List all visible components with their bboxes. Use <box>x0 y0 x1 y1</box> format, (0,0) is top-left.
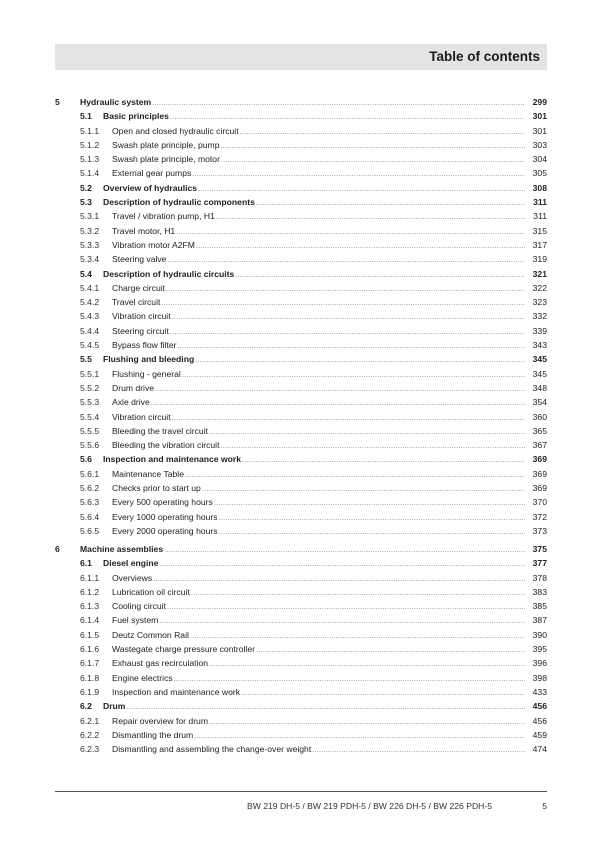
toc-page-number: 299 <box>532 97 547 107</box>
toc-page-number: 385 <box>532 601 547 612</box>
toc-page-number: 311 <box>533 197 547 208</box>
toc-subsection-row[interactable] <box>55 367 547 381</box>
toc-entry-title: Vibration motor A2FM <box>112 239 195 250</box>
toc-entry-title: Swash plate principle, pump <box>112 139 220 150</box>
toc-entry-title: Flushing and bleeding <box>103 354 195 365</box>
toc-page-number: 369 <box>532 483 547 494</box>
toc-entry-number: 6 <box>55 544 60 554</box>
toc-page-number: 387 <box>532 615 547 626</box>
toc-subsection-row[interactable] <box>55 728 547 742</box>
toc-subsection-row[interactable] <box>55 671 547 685</box>
toc-page-number: 303 <box>532 139 547 150</box>
page-title: Table of contents <box>429 49 540 64</box>
toc-subsection-row[interactable] <box>55 381 547 395</box>
toc-entry-number: 6.1.2 <box>80 586 100 597</box>
toc-subsection-row[interactable] <box>55 685 547 699</box>
toc-entry-title: Bypass flow filter <box>112 340 177 351</box>
toc-chapter-row[interactable] <box>55 542 547 556</box>
toc-section-row[interactable] <box>55 267 547 281</box>
toc-subsection-row[interactable] <box>55 209 547 223</box>
toc-page-number: 378 <box>532 572 547 583</box>
toc-entry-number: 5.5.1 <box>80 368 100 379</box>
toc-entry-title: Description of hydraulic components <box>103 197 255 208</box>
toc-subsection-row[interactable] <box>55 714 547 728</box>
toc-entry-number: 5.5.3 <box>80 397 100 408</box>
toc-subsection-row[interactable] <box>55 481 547 495</box>
footer-model-text: BW 219 DH-5 / BW 219 PDH-5 / BW 226 DH-5 / BW 226 PDH-5 <box>247 801 492 811</box>
toc-entry-number: 6.2 <box>80 701 92 712</box>
toc-entry-number: 5.5.2 <box>80 382 100 393</box>
toc-dot-leader <box>312 744 525 758</box>
toc-entry-title: Dismantling and assembling the change-over weight <box>112 744 312 755</box>
toc-page-number: 375 <box>532 544 547 554</box>
toc-page-number: 433 <box>532 686 547 697</box>
toc-entry-number: 5.1.1 <box>80 125 100 136</box>
toc-entry-number: 5.4 <box>80 268 92 279</box>
toc-entry-number: 5.1.3 <box>80 154 100 165</box>
toc-page-number: 459 <box>532 729 547 740</box>
toc-entry-number: 5.1.4 <box>80 168 100 179</box>
toc-entry-number: 5 <box>55 97 60 107</box>
toc-entry-title: Bleeding the travel circuit <box>112 425 209 436</box>
toc-section-row[interactable] <box>55 352 547 366</box>
toc-entry-title: Repair overview for drum <box>112 715 208 726</box>
footer-page-number: 5 <box>542 801 547 811</box>
toc-subsection-row[interactable] <box>55 338 547 352</box>
toc-entry-title: Lubrication oil circuit <box>112 586 190 597</box>
toc-entry-number: 5.1 <box>80 111 92 122</box>
toc-entry-number: 6.1.9 <box>80 686 100 697</box>
toc-entry-title: Vibration circuit <box>112 411 171 422</box>
toc-entry-title: Description of hydraulic circuits <box>103 268 235 279</box>
toc-page-number: 369 <box>532 468 547 479</box>
toc-page-number: 322 <box>532 282 547 293</box>
toc-entry-number: 6.2.1 <box>80 715 100 726</box>
toc-subsection-row[interactable] <box>55 252 547 266</box>
toc-entry-number: 6.1.4 <box>80 615 100 626</box>
toc-entry-title: Travel circuit <box>112 297 161 308</box>
toc-page-number: 456 <box>532 701 547 712</box>
toc-entry-number: 6.2.3 <box>80 744 100 755</box>
toc-page-number: 308 <box>532 182 547 193</box>
toc-entry-title: Drum drive <box>112 382 155 393</box>
toc-subsection-row[interactable] <box>55 642 547 656</box>
toc-entry-number: 5.5.6 <box>80 440 100 451</box>
toc-subsection-row[interactable] <box>55 656 547 670</box>
toc-entry-title: Checks prior to start up <box>112 483 201 494</box>
toc-page-number: 348 <box>532 382 547 393</box>
toc-entry-title: Every 1000 operating hours <box>112 511 218 522</box>
toc-page-number: 301 <box>532 111 547 122</box>
toc-entry-title: Engine electrics <box>112 672 173 683</box>
toc-entry-number: 6.1.5 <box>80 629 100 640</box>
toc-subsection-row[interactable] <box>55 510 547 524</box>
toc-dot-leader <box>219 526 525 540</box>
toc-page-number: 354 <box>532 397 547 408</box>
toc-entry-number: 5.5.5 <box>80 425 100 436</box>
toc-entry-number: 5.4.4 <box>80 325 100 336</box>
toc-page-number: 321 <box>532 268 547 279</box>
toc-entry-title: Drum <box>103 701 126 712</box>
toc-subsection-row[interactable] <box>55 410 547 424</box>
toc-entry-title: Diesel engine <box>103 558 159 569</box>
toc-entry <box>112 742 547 758</box>
toc-subsection-row[interactable] <box>55 742 547 756</box>
toc-subsection-row[interactable] <box>55 599 547 613</box>
toc-entry-number: 5.3 <box>80 197 92 208</box>
toc-entry-number: 5.3.1 <box>80 211 100 222</box>
toc-entry-title: Axle drive <box>112 397 150 408</box>
toc-page-number: 398 <box>532 672 547 683</box>
toc-entry-number: 5.6.5 <box>80 525 100 536</box>
toc-subsection-row[interactable] <box>55 613 547 627</box>
toc-subsection-row[interactable] <box>55 309 547 323</box>
toc-entry-number: 5.6.2 <box>80 483 100 494</box>
toc-subsection-row[interactable] <box>55 124 547 138</box>
toc-entry-title: Dismantling the drum <box>112 729 194 740</box>
toc-entry-number: 5.1.2 <box>80 139 100 150</box>
toc-page-number: 301 <box>532 125 547 136</box>
toc-page-number: 319 <box>532 254 547 265</box>
toc-entry-title: Deutz Common Rail <box>112 629 189 640</box>
toc-entry-number: 6.1.6 <box>80 644 100 655</box>
toc-entry-number: 6.1 <box>80 558 92 569</box>
toc-subsection-row[interactable] <box>55 524 547 538</box>
toc-section-row[interactable] <box>55 452 547 466</box>
toc-page-number: 456 <box>532 715 547 726</box>
toc-subsection-row[interactable] <box>55 438 547 452</box>
toc-entry-title: Every 500 operating hours <box>112 497 213 508</box>
toc-subsection-row[interactable] <box>55 224 547 238</box>
toc-page-number: 474 <box>532 744 547 755</box>
toc-subsection-row[interactable] <box>55 585 547 599</box>
toc-entry-number: 5.4.1 <box>80 282 100 293</box>
toc-subsection-row[interactable] <box>55 495 547 509</box>
toc-entry-number: 6.1.1 <box>80 572 100 583</box>
toc-entry-number: 5.4.5 <box>80 340 100 351</box>
toc-section-row[interactable] <box>55 181 547 195</box>
toc-entry-title: Wastegate charge pressure controller <box>112 644 255 655</box>
toc-section-row[interactable] <box>55 195 547 209</box>
toc-page-number: 390 <box>532 629 547 640</box>
toc-entry-title: Cooling circuit <box>112 601 166 612</box>
toc-page-number: 373 <box>532 525 547 536</box>
toc-entry-number: 6.1.8 <box>80 672 100 683</box>
toc-subsection-row[interactable] <box>55 467 547 481</box>
toc-page-number: 305 <box>532 168 547 179</box>
toc-page-number: 396 <box>532 658 547 669</box>
toc-page-number: 377 <box>532 558 547 569</box>
toc-entry-title: Overview of hydraulics <box>103 182 198 193</box>
toc-entry-number: 6.2.2 <box>80 729 100 740</box>
toc-page-number: 315 <box>532 225 547 236</box>
toc-subsection-row[interactable] <box>55 152 547 166</box>
toc-entry-number: 5.6.1 <box>80 468 100 479</box>
toc-page-number: 323 <box>532 297 547 308</box>
toc-subsection-row[interactable] <box>55 281 547 295</box>
toc-entry-title: Flushing - general <box>112 368 181 379</box>
toc-entry-number: 5.6 <box>80 454 92 465</box>
toc-page-number: 345 <box>532 368 547 379</box>
toc-subsection-row[interactable] <box>55 166 547 180</box>
table-of-contents <box>55 95 547 756</box>
toc-page-number: 395 <box>532 644 547 655</box>
toc-entry-title: Exhaust gas recirculation <box>112 658 209 669</box>
header-bar <box>55 44 547 70</box>
toc-entry-number: 5.6.4 <box>80 511 100 522</box>
toc-entry-title: Travel / vibration pump, H1 <box>112 211 215 222</box>
toc-section-row[interactable] <box>55 109 547 123</box>
toc-page-number: 369 <box>532 454 547 465</box>
toc-entry-title: External gear pumps <box>112 168 192 179</box>
toc-entry-title: Steering circuit <box>112 325 169 336</box>
toc-section-row[interactable] <box>55 556 547 570</box>
toc-entry-number: 5.3.2 <box>80 225 100 236</box>
toc-subsection-row[interactable] <box>55 395 547 409</box>
toc-entry-title: Overviews <box>112 572 153 583</box>
toc-entry-title: Open and closed hydraulic circuit <box>112 125 239 136</box>
toc-entry-title: Fuel system <box>112 615 159 626</box>
toc-page-number: 311 <box>533 211 547 222</box>
toc-subsection-row[interactable] <box>55 324 547 338</box>
toc-entry-number: 5.2 <box>80 182 92 193</box>
toc-entry <box>112 524 547 540</box>
toc-entry-title: Charge circuit <box>112 282 166 293</box>
toc-entry-title: Inspection and maintenance work <box>103 454 242 465</box>
toc-page-number: 304 <box>532 154 547 165</box>
footer-divider <box>55 791 547 792</box>
toc-page-number: 360 <box>532 411 547 422</box>
toc-page-number: 345 <box>532 354 547 365</box>
toc-page-number: 365 <box>532 425 547 436</box>
toc-page-number: 332 <box>532 311 547 322</box>
toc-entry-number: 5.4.3 <box>80 311 100 322</box>
toc-entry-title: Swash plate principle, motor <box>112 154 220 165</box>
toc-entry-title: Travel motor, H1 <box>112 225 176 236</box>
toc-entry-number: 5.5.4 <box>80 411 100 422</box>
toc-entry-number: 5.4.2 <box>80 297 100 308</box>
toc-subsection-row[interactable] <box>55 628 547 642</box>
toc-subsection-row[interactable] <box>55 571 547 585</box>
toc-subsection-row[interactable] <box>55 138 547 152</box>
toc-entry-title: Every 2000 operating hours <box>112 525 218 536</box>
toc-entry-title: Inspection and maintenance work <box>112 686 241 697</box>
toc-entry-title: Bleeding the vibration circuit <box>112 440 220 451</box>
toc-entry-number: 6.1.3 <box>80 601 100 612</box>
toc-entry-title: Steering valve <box>112 254 167 265</box>
toc-entry-number: 6.1.7 <box>80 658 100 669</box>
toc-subsection-row[interactable] <box>55 238 547 252</box>
toc-entry-number: 5.6.3 <box>80 497 100 508</box>
toc-page-number: 383 <box>532 586 547 597</box>
toc-subsection-row[interactable] <box>55 295 547 309</box>
toc-entry-title: Hydraulic system <box>80 97 152 107</box>
toc-entry-number: 5.3.3 <box>80 239 100 250</box>
toc-section-row[interactable] <box>55 699 547 713</box>
toc-page-number: 343 <box>532 340 547 351</box>
toc-entry-title: Vibration circuit <box>112 311 171 322</box>
toc-page-number: 367 <box>532 440 547 451</box>
toc-page-number: 372 <box>532 511 547 522</box>
toc-entry-title: Basic principles <box>103 111 169 122</box>
toc-subsection-row[interactable] <box>55 424 547 438</box>
toc-entry-number: 5.5 <box>80 354 92 365</box>
toc-entry-title: Maintenance Table <box>112 468 184 479</box>
toc-page-number: 317 <box>532 239 547 250</box>
toc-chapter-row[interactable] <box>55 95 547 109</box>
toc-page-number: 370 <box>532 497 547 508</box>
toc-page-number: 339 <box>532 325 547 336</box>
toc-entry-number: 5.3.4 <box>80 254 100 265</box>
toc-entry-title: Machine assemblies <box>80 544 164 554</box>
